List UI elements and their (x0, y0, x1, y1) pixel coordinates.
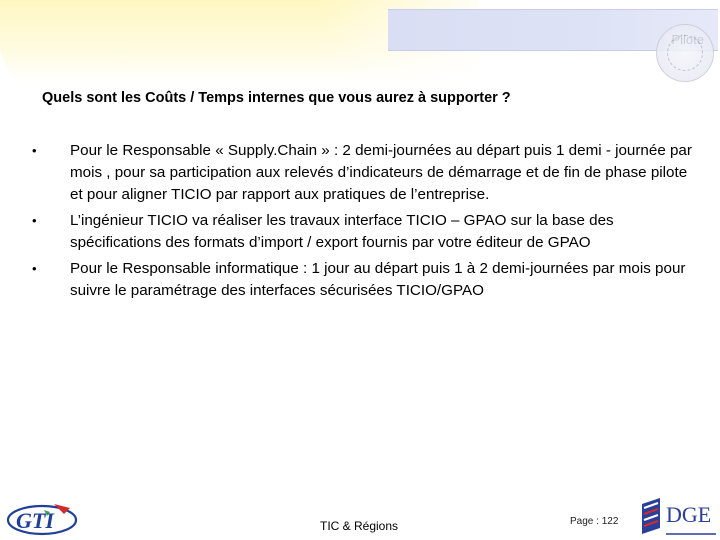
gti-logo (4, 498, 84, 538)
dge-logo-flag-icon (642, 498, 660, 534)
list-item (32, 210, 692, 254)
seal-inner-ring (667, 35, 703, 71)
seal-watermark-icon (656, 24, 714, 82)
bullet-marker: • (32, 143, 37, 158)
page-number: Page : 122 (570, 516, 619, 527)
bullet-text: Pour le Responsable « Supply.Chain » : 2 demi-journées au départ puis 1 demi - journée par mois , pour sa participation aux relevés d’indicateurs de démarrage et de fin de phase pilote et pour aligner TICIO par rapport aux pratiques de l’entreprise. (70, 142, 692, 203)
bullet-text: Pour le Responsable informatique : 1 jour au départ puis 1 à 2 demi-journées par mois pour suivre le paramétrage des interfaces sécurisées TICIO/GPAO (70, 260, 686, 299)
dge-logo (634, 494, 718, 540)
footer-organization: TIC & Régions (320, 519, 399, 533)
bullet-list (32, 140, 692, 306)
gti-logo-text: GTI (16, 508, 54, 533)
bullet-marker: • (32, 213, 37, 228)
bullet-marker: • (32, 261, 37, 276)
slide-heading: Quels sont les Coûts / Temps internes que vous aurez à supporter ? (42, 90, 511, 106)
bullet-text: L’ingénieur TICIO va réaliser les travaux interface TICIO – GPAO sur la base des spécifications des formats d’import / export fournis par votre éditeur de GPAO (70, 212, 614, 251)
dge-logo-text: DGE (666, 502, 712, 527)
gti-logo-accent (54, 504, 70, 514)
list-item (32, 140, 692, 206)
list-item (32, 258, 692, 302)
